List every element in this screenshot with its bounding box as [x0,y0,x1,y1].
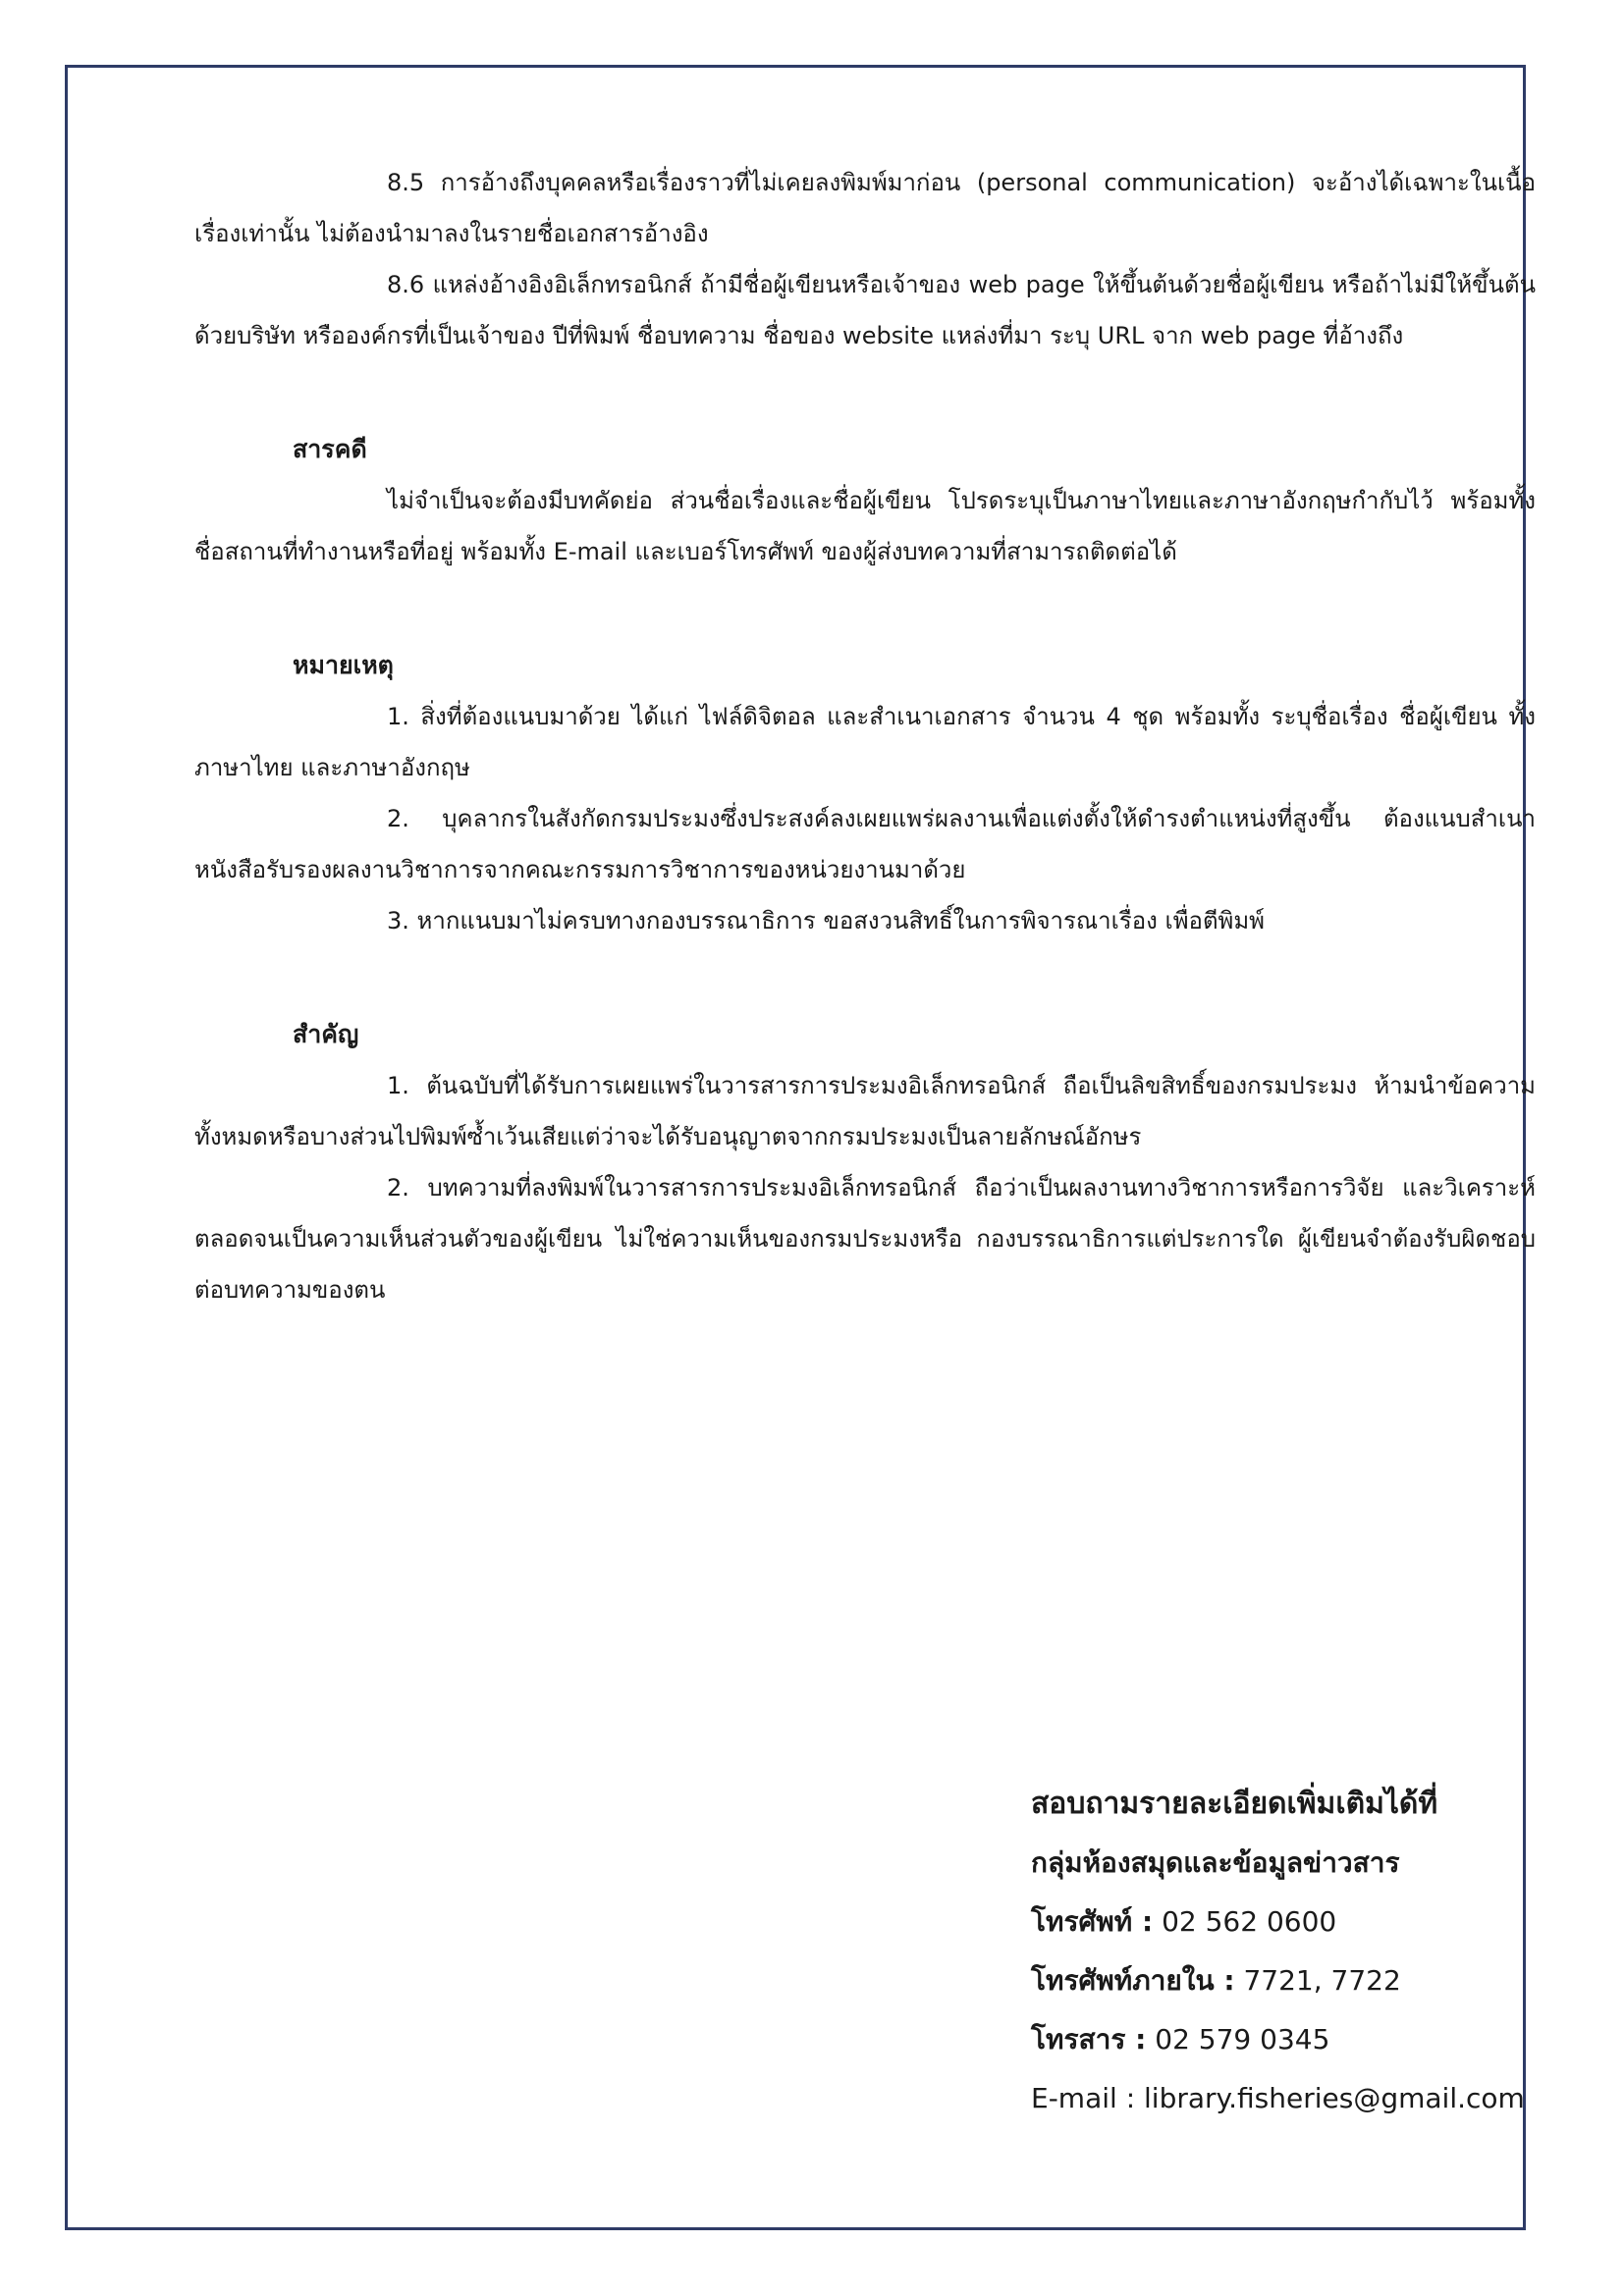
contact-phone-label: โทรศัพท์ : [1031,1905,1154,1938]
contact-org [1031,1834,1542,1893]
contact-org-name: กลุ่มห้องสมุดและข้อมูลข่าวสาร [1031,1846,1400,1879]
contact-ext-label: โทรศัพท์ภายใน : [1031,1964,1235,1997]
contact-phone [1031,1893,1542,1951]
note-item-2: 2. บุคลากรในสังกัดกรมประมงซึ่งประสงค์ลงเผยแพร่ผลงานเพื่อแต่งตั้งให้ดำรงตำแหน่งที่สูงขึ้น ต้องแนบสำเนาหนังสือรับรองผลงานวิชาการจากคณะกรรมการวิชาการของหน่วยงานมาด้วย [194,805,1536,883]
contact-fax [1031,2010,1542,2069]
contact-fax-value: 02 579 0345 [1155,2023,1330,2056]
contact-phone-value: 02 562 0600 [1162,1905,1337,1938]
spacer [194,361,1536,424]
contact-email [1031,2069,1542,2128]
contact-email-value[interactable]: library.fisheries@gmail.com [1144,2082,1525,2114]
paragraph-8-6: 8.6 แหล่งอ้างอิงอิเล็กทรอนิกส์ ถ้ามีชื่อผู้เขียนหรือเจ้าของ web page ให้ขึ้นต้นด้วยชื่อผู้เขียน หรือถ้าไม่มีให้ขึ้นต้นด้วยบริษัท หรือองค์กรที่เป็นเจ้าของ ปีที่พิมพ์ ชื่อบทความ ชื่อของ website แหล่งที่มา ระบุ URL จาก web page ที่อ้างถึง [194,271,1536,349]
note-item-1: 1. สิ่งที่ต้องแนบมาด้วย ได้แก่ ไฟล์ดิจิตอล และสำเนาเอกสาร จำนวน 4 ชุด พร้อมทั้ง ระบุชื่อเรื่อง ชื่อผู้เขียน ทั้งภาษาไทย และภาษาอังกฤษ [194,703,1536,781]
heading-sarakadee: สารคดี [293,435,367,463]
important-item-2: 2. บทความที่ลงพิมพ์ในวารสารการประมงอิเล็กทรอนิกส์ ถือว่าเป็นผลงานทางวิชาการหรือการวิจัย และวิเคราะห์ ตลอดจนเป็นความเห็นส่วนตัวของผู้เขียน ไม่ใช่ความเห็นของกรมประมงหรือ กองบรรณาธิการแต่ประการใด ผู้เขียนจำต้องรับผิดชอบต่อบทความของตน [194,1174,1536,1304]
heading-notes: หมายเหตุ [293,651,394,679]
heading-important: สำคัญ [293,1020,359,1048]
note-item-3: 3. หากแนบมาไม่ครบทางกองบรรณาธิการ ขอสงวนสิทธิ์ในการพิจารณาเรื่อง เพื่อตีพิมพ์ [387,907,1265,934]
contact-email-label: E-mail : [1031,2082,1136,2114]
contact-title: สอบถามรายละเอียดเพิ่มเติมได้ที่ [1031,1787,1438,1821]
contact-ext-value: 7721, 7722 [1243,1964,1401,1997]
paragraph-8-5: 8.5 การอ้างถึงบุคคลหรือเรื่องราวที่ไม่เคยลงพิมพ์มาก่อน (personal communication) จะอ้างได้เฉพาะในเนื้อเรื่องเท่านั้น ไม่ต้องนำมาลงในรายชื่อเอกสารอ้างอิง [194,169,1536,247]
contact-block [1031,1775,1542,2128]
paragraph-sarakadee: ไม่จำเป็นจะต้องมีบทคัดย่อ ส่วนชื่อเรื่องและชื่อผู้เขียน โปรดระบุเป็นภาษาไทยและภาษาอังกฤษกำกับไว้ พร้อมทั้งชื่อสถานที่ทำงานหรือที่อยู่ พร้อมทั้ง E-mail และเบอร์โทรศัพท์ ของผู้ส่งบทความที่สามารถติดต่อได้ [194,487,1536,565]
spacer [194,946,1536,1009]
spacer [194,577,1536,640]
important-item-1: 1. ต้นฉบับที่ได้รับการเผยแพร่ในวารสารการประมงอิเล็กทรอนิกส์ ถือเป็นลิขสิทธิ์ของกรมประมง ห้ามนำข้อความทั้งหมดหรือบางส่วนไปพิมพ์ซ้ำเว้นเสียแต่ว่าจะได้รับอนุญาตจากกรมประมงเป็นลายลักษณ์อักษร [194,1072,1536,1150]
contact-ext [1031,1951,1542,2010]
contact-fax-label: โทรสาร : [1031,2023,1147,2056]
document-body [194,157,1536,1315]
